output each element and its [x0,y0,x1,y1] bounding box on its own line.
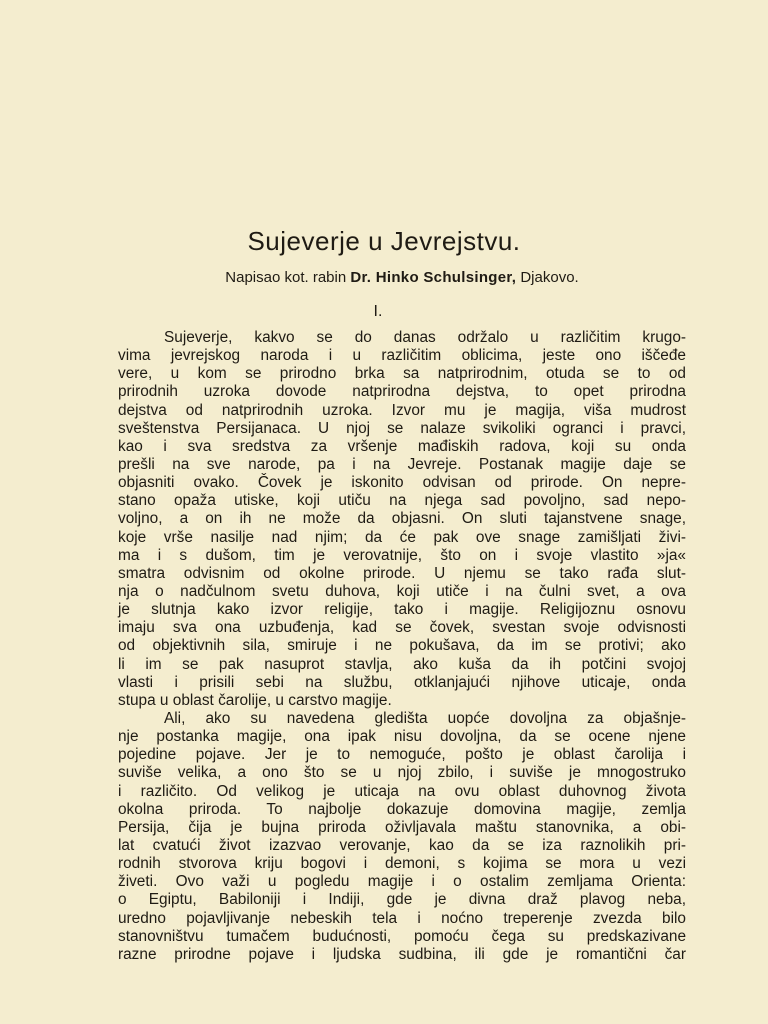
article-title: Sujeverje u Jevrejstvu. [247,226,521,256]
text-line: Persija, čija je bujna priroda oživljavala maštu stanovnika, a obi- [118,818,686,836]
article-body [118,329,686,964]
text-line: pojedine pojave. Jer je to nemoguće, pošto je oblast čarolija i [118,746,686,764]
paragraph [118,710,686,964]
byline-location: Djakovo. [520,269,579,286]
text-line: prirodnih uzroka dovode natprirodna dejstva, to opet prirodna [118,383,686,401]
text-line: Ali, ako su navedena gledišta uopće dovoljna za objašnje- [164,709,686,727]
text-line: vlasti i prisili sebi na službu, otklanjajući njihove uticaje, onda [118,673,686,691]
text-line: voljno, a on ih ne može da objasni. On sluti tajanstvene snage, [118,510,686,528]
text-line: od objektivnih sila, smiruje i ne pokušava, da im se protivi; ako [118,637,686,655]
text-line: nja o nadčulnom svetu duhova, koji utiče i na čulni svet, a ova [118,582,686,600]
text-line: objasniti ovako. Čovek je iskonito odvisan od prirode. On nepre- [118,474,686,492]
text-line: li im se pak nasuprot stavlja, ako kuša da ih potčini svojoj [118,655,686,673]
text-line: prešli na sve narode, pa i na Jevreje. Postanak magije daje se [118,455,686,473]
text-line: stupa u oblast čarolije, u carstvo magije. [118,691,392,709]
text-line: sveštenstva Persijanaca. U njoj se nalaze svikoliki ogranci i pravci, [118,419,686,437]
text-line: stanovništvu tumačem budućnosti, pomoću čega su predskazivane [118,927,686,945]
text-line: kao i sva sredstva za vršenje mađiskih radova, koji su onda [118,437,686,455]
text-line: živeti. Ovo važi u pogledu magije i o ostalim zemljama Orienta: [118,873,686,891]
text-line: stano opaža utiske, koji utiču na njega sad povoljno, sad nepo- [118,492,686,510]
text-line: smatra odvisnim od okolne prirode. U njemu se tako rađa slut- [118,564,686,582]
text-line: uredno pojavljivanje nebeskih tela i noćno treperenje zvezda bilo [118,909,686,927]
text-line: Sujeverje, kakvo se do danas održalo u različitim krugo- [164,329,686,346]
article-byline [0,269,768,286]
text-line: razne prirodne pojave i ljudska sudbina, ili gde je romantični čar [118,945,686,963]
text-line: imaju sva ona uzbuđenja, kad se čovek, svestan svoje odvisnosti [118,619,686,637]
text-line: dejstva od natprirodnih uzroka. Izvor mu je magija, viša mudrost [118,401,686,419]
text-line: vima jevrejskog naroda i u različitim oblicima, jeste ono iščeđe [118,347,686,365]
paragraph [118,329,686,710]
text-line: vere, u kom se prirodno brka sa natprirodnim, otuda se to od [118,365,686,383]
text-line: ma i s dušom, tim je verovatnije, što on i svoje vlastito »ja« [118,546,686,564]
text-line: suviše velika, a ono što se u njoj zbilo, i suviše je mnogostruko [118,764,686,782]
text-line: i različito. Od velikog je uticaja na ovu oblast duhovnog života [118,782,686,800]
section-number: I. [373,303,383,320]
text-line: koje vrše nasilje nad njim; da će pak ove snage zamišljati živi- [118,528,686,546]
text-line: je slutnja kako izvor religije, tako i magije. Religijoznu osnovu [118,601,686,619]
text-line: rodnih stvorova kriju bogovi i demoni, s kojima se mora u vezi [118,855,686,873]
text-line: lat cvatući život izazvao verovanje, kao da se iza raznolikih pri- [118,836,686,854]
text-line: nje postanka magije, ona ipak nisu dovoljna, da se ocene njene [118,728,686,746]
byline-prefix: Napisao kot. rabin [225,269,347,286]
text-line: okolna priroda. To najbolje dokazuje domovina magije, zemlja [118,800,686,818]
text-line: o Egiptu, Babiloniji i Indiji, gde je divna draž plavog neba, [118,891,686,909]
author-name: Dr. Hinko Schulsinger, [350,269,517,286]
